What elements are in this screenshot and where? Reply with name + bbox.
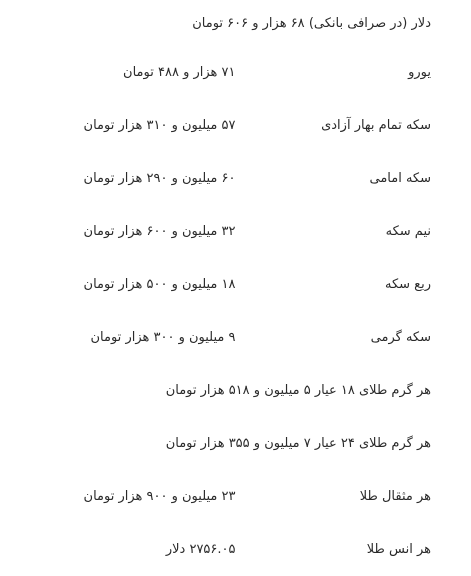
row-value: ۲۳ میلیون و ۹۰۰ هزار تومان: [0, 470, 236, 523]
row-name: هر انس طلا: [236, 523, 471, 576]
table-row: [0, 99, 471, 152]
row-name: نیم سکه: [236, 205, 471, 258]
row-value: ۵ میلیون و ۵۱۸ هزار تومان: [166, 383, 311, 398]
table-row: [0, 470, 471, 523]
row-value: ۶۸ هزار و ۶۰۶ تومان: [192, 16, 304, 31]
row-name: دلار (در صرافی بانکی): [309, 16, 431, 31]
row-name: سکه گرمی: [236, 311, 471, 364]
row-name: یورو: [236, 46, 471, 99]
row-name: هر گرم طلای ۱۸ عیار: [315, 383, 431, 398]
row-name: سکه تمام بهار آزادی: [236, 99, 471, 152]
table-row: [0, 364, 471, 417]
row-label: [0, 0, 471, 46]
row-name: سکه امامی: [236, 152, 471, 205]
row-name: هر مثقال طلا: [236, 470, 471, 523]
row-label: [0, 364, 471, 417]
row-value: ۶۰ میلیون و ۲۹۰ هزار تومان: [0, 152, 236, 205]
row-value: ۳۲ میلیون و ۶۰۰ هزار تومان: [0, 205, 236, 258]
row-value: ۵۷ میلیون و ۳۱۰ هزار تومان: [0, 99, 236, 152]
table-row: [0, 152, 471, 205]
row-value: ۷ میلیون و ۳۵۵ هزار تومان: [166, 436, 311, 451]
table-row: [0, 311, 471, 364]
table-row: [0, 205, 471, 258]
table-row: [0, 258, 471, 311]
table-row: [0, 417, 471, 470]
row-value: ۱۸ میلیون و ۵۰۰ هزار تومان: [0, 258, 236, 311]
row-label: [0, 417, 471, 470]
row-value: ۷۱ هزار و ۴۸۸ تومان: [0, 46, 236, 99]
table-row: [0, 523, 471, 576]
row-name: ربع سکه: [236, 258, 471, 311]
table-row: [0, 0, 471, 46]
table-row: [0, 46, 471, 99]
row-value: ۹ میلیون و ۳۰۰ هزار تومان: [0, 311, 236, 364]
row-name: هر گرم طلای ۲۴ عیار: [315, 436, 431, 451]
row-value: ۲۷۵۶.۰۵ دلار: [0, 523, 236, 576]
